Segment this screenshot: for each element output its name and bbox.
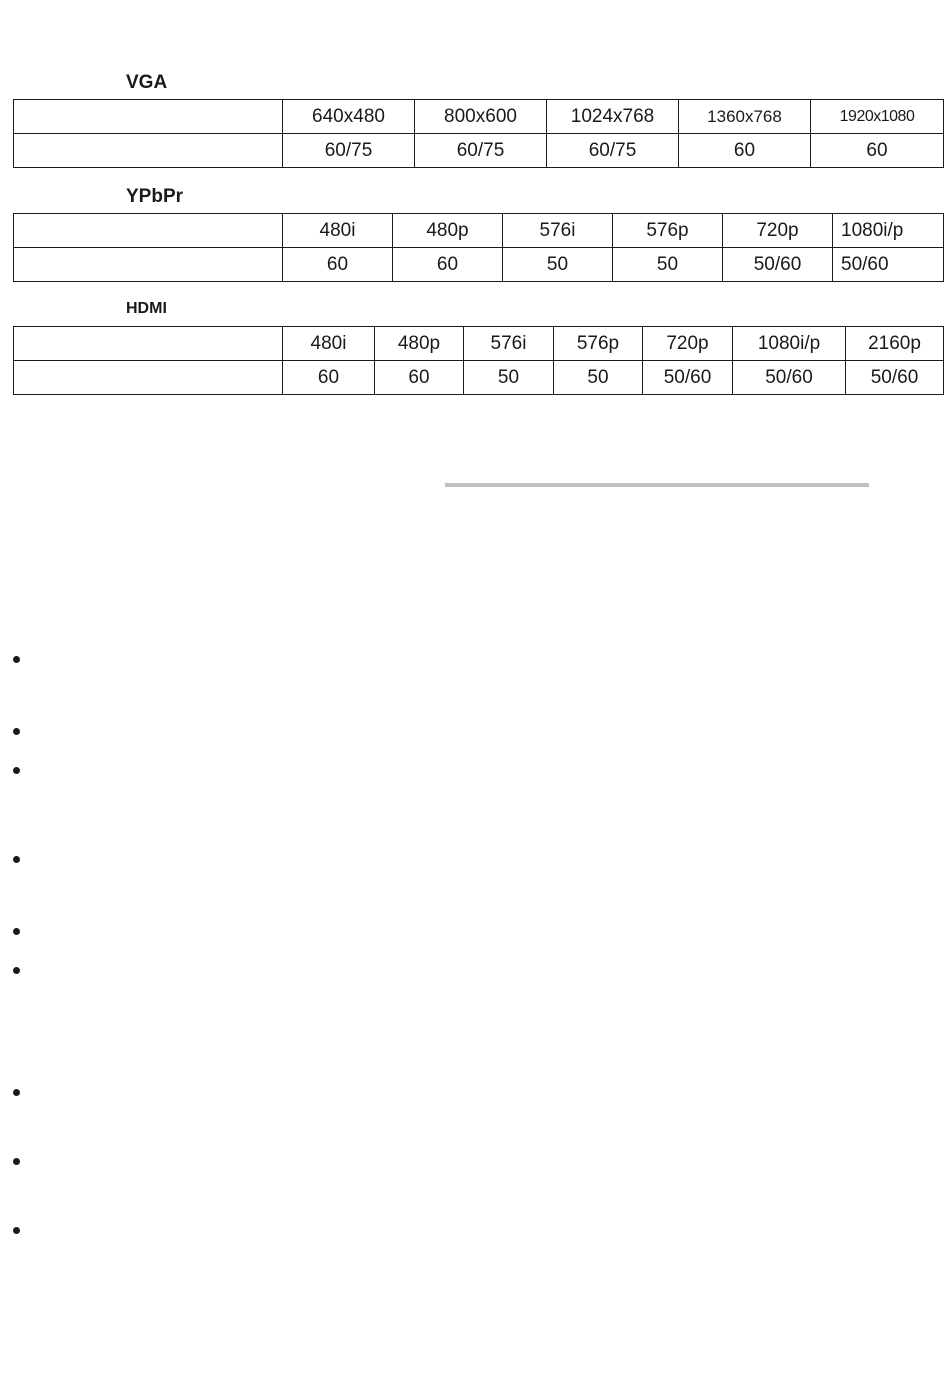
ypbpr-refresh-row <box>14 248 944 282</box>
ypbpr-res-cell: 1080i/p <box>833 214 944 248</box>
bullet-icon <box>13 656 20 663</box>
hdmi-res-cell: 576p <box>554 327 643 361</box>
vga-refresh-cell: 60/75 <box>547 134 679 168</box>
ypbpr-res-cell: 576i <box>503 214 613 248</box>
hdmi-res-cell: 720p <box>643 327 733 361</box>
ypbpr-res-cell: 480i <box>283 214 393 248</box>
hdmi-res-cell: 2160p <box>846 327 944 361</box>
vga-res-cell: 1920x1080 <box>811 100 944 134</box>
bullet-icon <box>13 967 20 974</box>
row-label-cell <box>14 100 283 134</box>
bullet-icon <box>13 1089 20 1096</box>
bullet-icon <box>13 928 20 935</box>
ypbpr-title: YPbPr <box>126 186 184 207</box>
ypbpr-refresh-cell: 60 <box>393 248 503 282</box>
vga-refresh-cell: 60/75 <box>283 134 415 168</box>
vga-res-cell: 800x600 <box>415 100 547 134</box>
hdmi-refresh-cell: 60 <box>283 361 375 395</box>
ypbpr-refresh-cell: 50 <box>613 248 723 282</box>
ypbpr-res-cell: 576p <box>613 214 723 248</box>
bullet-icon <box>13 728 20 735</box>
hdmi-res-cell: 1080i/p <box>733 327 846 361</box>
hdmi-refresh-cell: 50 <box>554 361 643 395</box>
ypbpr-res-cell: 720p <box>723 214 833 248</box>
vga-res-cell: 640x480 <box>283 100 415 134</box>
bullet-icon <box>13 1158 20 1165</box>
vga-refresh-cell: 60/75 <box>415 134 547 168</box>
hdmi-resolution-row <box>14 327 944 361</box>
hdmi-refresh-cell: 50/60 <box>733 361 846 395</box>
ypbpr-res-cell: 480p <box>393 214 503 248</box>
hdmi-res-cell: 480i <box>283 327 375 361</box>
hdmi-refresh-cell: 50 <box>464 361 554 395</box>
ypbpr-refresh-cell: 50/60 <box>833 248 944 282</box>
vga-refresh-row <box>14 134 944 168</box>
bullet-icon <box>13 1227 20 1234</box>
hdmi-refresh-cell: 50/60 <box>846 361 944 395</box>
hdmi-table <box>13 326 944 395</box>
hdmi-refresh-cell: 50/60 <box>643 361 733 395</box>
hdmi-res-cell: 480p <box>375 327 464 361</box>
bullet-icon <box>13 767 20 774</box>
vga-title: VGA <box>126 72 168 93</box>
vga-table <box>13 99 944 168</box>
row-label-cell <box>14 134 283 168</box>
hdmi-refresh-row <box>14 361 944 395</box>
vga-res-cell: 1024x768 <box>547 100 679 134</box>
row-label-cell <box>14 361 283 395</box>
hdmi-title: HDMI <box>126 300 167 317</box>
vga-refresh-cell: 60 <box>811 134 944 168</box>
ypbpr-refresh-cell: 60 <box>283 248 393 282</box>
vga-refresh-cell: 60 <box>679 134 811 168</box>
hdmi-res-cell: 576i <box>464 327 554 361</box>
row-label-cell <box>14 327 283 361</box>
ypbpr-refresh-cell: 50 <box>503 248 613 282</box>
ypbpr-table <box>13 213 944 282</box>
ypbpr-refresh-cell: 50/60 <box>723 248 833 282</box>
bullet-icon <box>13 856 20 863</box>
vga-resolution-row <box>14 100 944 134</box>
row-label-cell <box>14 248 283 282</box>
hdmi-refresh-cell: 60 <box>375 361 464 395</box>
section-divider <box>445 483 869 487</box>
ypbpr-resolution-row <box>14 214 944 248</box>
vga-res-cell: 1360x768 <box>679 100 811 134</box>
row-label-cell <box>14 214 283 248</box>
